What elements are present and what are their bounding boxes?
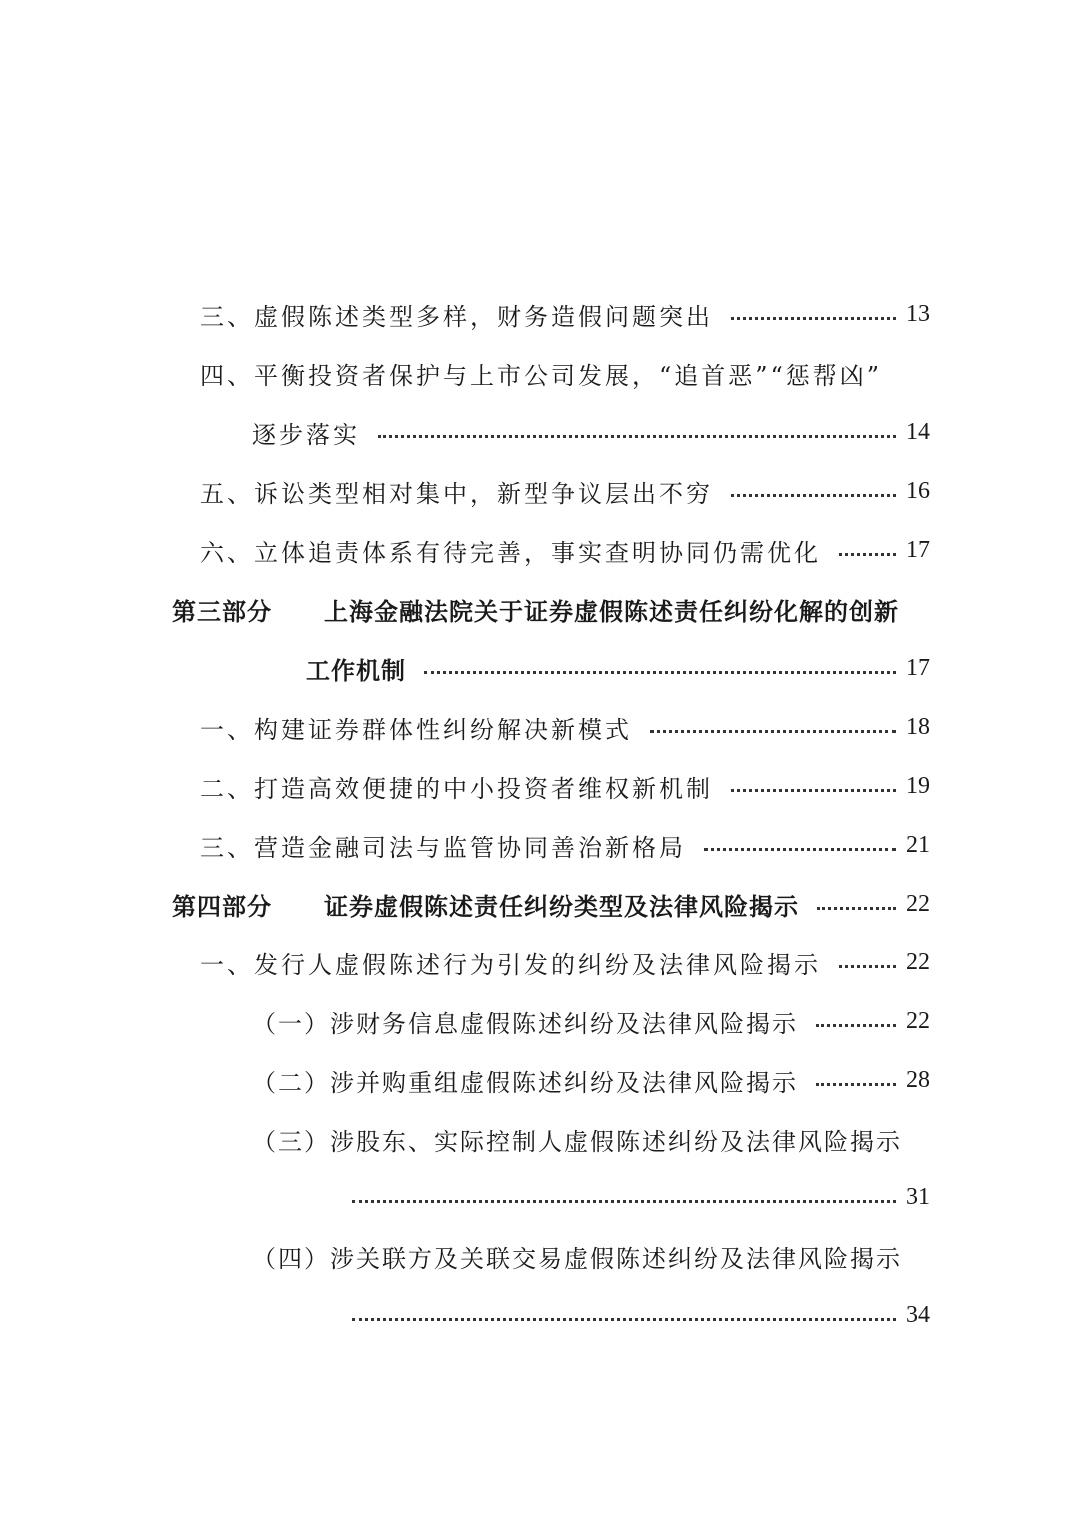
toc-entry-title: 诉讼类型相对集中，新型争议层出不穷 — [254, 479, 713, 508]
toc-part[interactable] — [172, 589, 930, 629]
toc-entry[interactable] — [200, 942, 930, 982]
toc-subentry[interactable] — [252, 1119, 930, 1159]
toc-entry-number: 一、 — [200, 715, 254, 744]
toc-entry[interactable] — [200, 707, 930, 747]
dot-leader — [839, 553, 896, 556]
toc-entry[interactable] — [200, 825, 930, 865]
dot-leader — [352, 1318, 896, 1321]
toc-entry-page: 22 — [906, 948, 930, 975]
toc-entry-number: 一、 — [200, 950, 254, 979]
toc-entry[interactable] — [200, 471, 930, 511]
dot-leader — [839, 965, 896, 968]
toc-entry-page: 31 — [906, 1183, 930, 1210]
toc-part-title: 上海金融法院关于证券虚假陈述责任纠纷化解的创新 — [324, 597, 899, 626]
toc-entry-page: 17 — [906, 536, 930, 563]
toc-subentry-number: （四） — [252, 1244, 330, 1273]
toc-subentry-number: （二） — [252, 1068, 330, 1097]
toc-entry-title: 立体追责体系有待完善，事实查明协同仍需优化 — [254, 538, 821, 567]
toc-entry-page: 18 — [906, 713, 930, 740]
dot-leader — [704, 848, 896, 851]
toc-entry[interactable] — [200, 766, 930, 806]
toc-subentry-number: （一） — [252, 1009, 330, 1038]
dot-leader — [817, 907, 896, 910]
dot-leader — [816, 1024, 896, 1027]
toc-part-title: 证券虚假陈述责任纠纷类型及法律风险揭示 — [324, 892, 799, 921]
toc-subentry-title: 涉股东、实际控制人虚假陈述纠纷及法律风险揭示 — [330, 1127, 902, 1156]
toc-entry-page: 19 — [906, 772, 930, 799]
toc-entry-title: 平衡投资者保护与上市公司发展，“追首恶”“惩帮凶” — [254, 361, 883, 390]
toc-part-continuation[interactable] — [306, 648, 930, 688]
toc-entry-number: 二、 — [200, 774, 254, 803]
toc-entry[interactable] — [200, 530, 930, 570]
dot-leader — [731, 494, 896, 497]
toc-subentry-title: 涉关联方及关联交易虚假陈述纠纷及法律风险揭示 — [330, 1244, 902, 1273]
dot-leader — [650, 730, 896, 733]
toc-entry-title: 打造高效便捷的中小投资者维权新机制 — [254, 774, 713, 803]
toc-part-label: 第四部分 — [172, 892, 272, 921]
toc-entry-number: 四、 — [200, 361, 254, 390]
dot-leader — [731, 317, 896, 320]
toc-entry-page: 22 — [906, 1007, 930, 1034]
toc-entry-title: 营造金融司法与监管协同善治新格局 — [254, 833, 686, 862]
toc-entry-page: 13 — [906, 300, 930, 327]
toc-subentry[interactable] — [252, 1236, 930, 1276]
toc-subentry[interactable] — [252, 1001, 930, 1041]
dot-leader — [424, 671, 896, 674]
dot-leader — [352, 1200, 896, 1203]
toc-subentry-continuation[interactable] — [352, 1295, 930, 1335]
toc-entry-title: 构建证券群体性纠纷解决新模式 — [254, 715, 632, 744]
toc-entry-page: 22 — [906, 890, 930, 917]
toc-entry[interactable] — [200, 294, 930, 334]
toc-entry-title: 发行人虚假陈述行为引发的纠纷及法律风险揭示 — [254, 950, 821, 979]
toc-entry-title-cont: 逐步落实 — [252, 420, 360, 449]
dot-leader — [731, 789, 896, 792]
toc-entry-page: 34 — [906, 1301, 930, 1328]
toc-entry-page: 17 — [906, 654, 930, 681]
toc-entry-number: 五、 — [200, 479, 254, 508]
toc-subentry[interactable] — [252, 1060, 930, 1100]
toc-entry[interactable] — [200, 353, 930, 393]
toc-entry-number: 六、 — [200, 538, 254, 567]
toc-entry-continuation[interactable] — [252, 412, 930, 452]
toc-entry-page: 14 — [906, 418, 930, 445]
toc-entry-page: 16 — [906, 477, 930, 504]
toc-subentry-title: 涉并购重组虚假陈述纠纷及法律风险揭示 — [330, 1068, 798, 1097]
toc-part-label: 第三部分 — [172, 597, 272, 626]
toc-entry-page: 28 — [906, 1066, 930, 1093]
toc-entry-title: 虚假陈述类型多样，财务造假问题突出 — [254, 302, 713, 331]
toc-subentry-number: （三） — [252, 1127, 330, 1156]
toc-entry-number: 三、 — [200, 833, 254, 862]
toc-entry-page: 21 — [906, 831, 930, 858]
toc-part[interactable] — [172, 884, 930, 924]
toc-part-title-cont: 工作机制 — [306, 656, 406, 685]
dot-leader — [816, 1083, 896, 1086]
toc-subentry-continuation[interactable] — [352, 1177, 930, 1217]
dot-leader — [378, 435, 896, 438]
toc-entry-number: 三、 — [200, 302, 254, 331]
toc-subentry-title: 涉财务信息虚假陈述纠纷及法律风险揭示 — [330, 1009, 798, 1038]
